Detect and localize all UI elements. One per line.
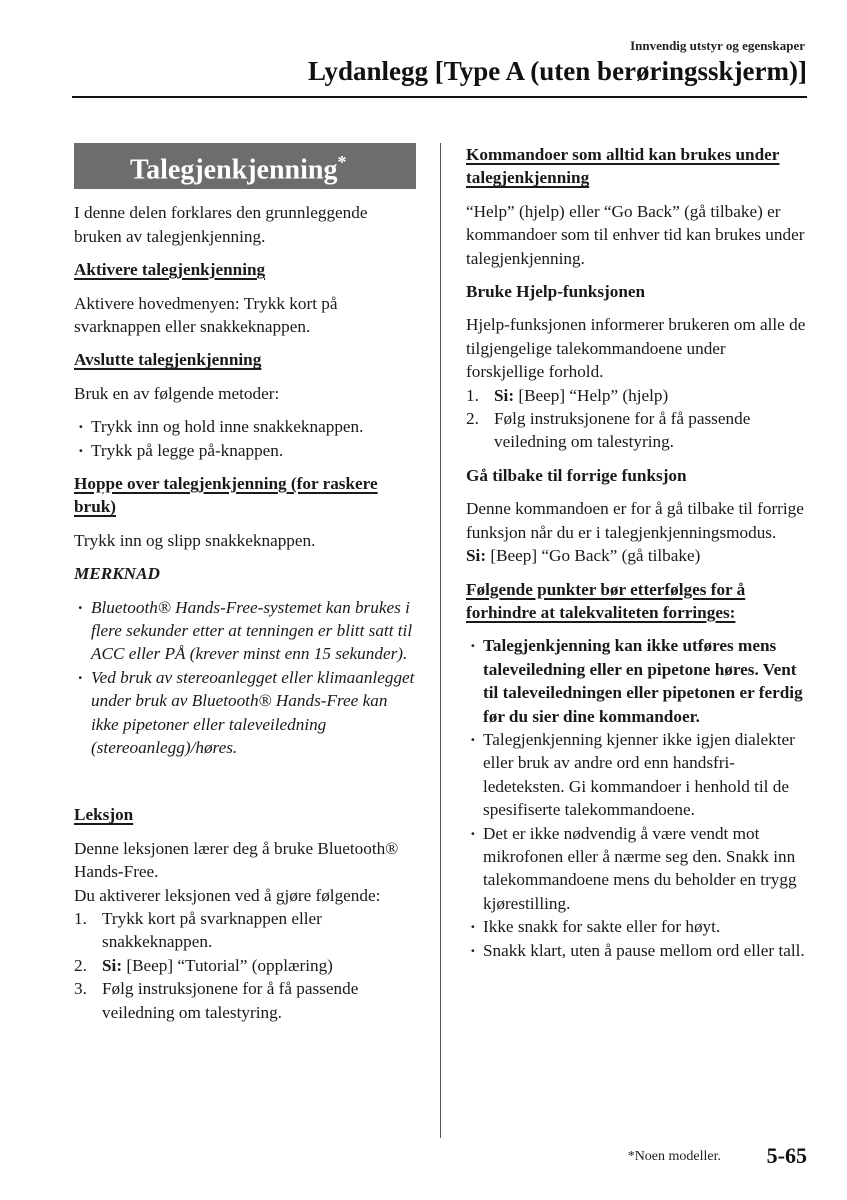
- activate-paragraph: Aktivere hovedmenyen: Trykk kort på svarknappen eller snakkeknappen.: [74, 293, 338, 336]
- lesson-paragraph-2: Du aktiverer leksjonen ved å gjøre følgende:: [74, 885, 381, 905]
- list-item: · Bluetooth® Hands-Free-systemet kan brukes i flere sekunder etter at tenningen er blitt satt til ACC eller PÅ (krever minst enn 15 sekunder).: [74, 596, 416, 666]
- step-number: 3.: [74, 979, 87, 999]
- end-paragraph: Bruk en av følgende metoder:: [74, 383, 280, 403]
- back-paragraph: Denne kommandoen er for å gå tilbake til forrige funksjon når du er i talegjenkjenningsmodus.: [466, 499, 804, 542]
- say-text: [Beep] “Go Back” (gå tilbake): [486, 546, 701, 566]
- back-heading: Gå tilbake til forrige funksjon: [466, 465, 687, 485]
- quality-heading: Følgende punkter bør etterfølges for å forhindre at talekvaliteten forringes:: [466, 579, 746, 622]
- step-prefix: Si:: [494, 385, 515, 405]
- list-item: [466, 384, 806, 407]
- help-steps: [466, 384, 806, 454]
- help-heading: Bruke Hjelp-funksjonen: [466, 282, 646, 302]
- help-paragraph: Hjelp-funksjonen informerer brukeren om alle de tilgjengelige talekommandoene under forskjellige forhold.: [466, 315, 806, 382]
- list-item: · Trykk på legge på-knappen.: [74, 439, 416, 462]
- step-text: Trykk kort på svarknappen eller snakkeknappen.: [102, 909, 322, 952]
- lesson-heading: Leksjon: [74, 805, 134, 825]
- section-title-footnote-mark: *: [337, 152, 347, 172]
- always-paragraph: “Help” (hjelp) eller “Go Back” (gå tilbake) er kommandoer som til enhver tid kan brukes under talegjenkjenning.: [466, 201, 805, 268]
- quality-list: [466, 634, 806, 962]
- end-methods-list: [74, 415, 416, 462]
- note-list: [74, 596, 416, 760]
- section-title-banner: [74, 143, 416, 189]
- list-item: [74, 954, 416, 977]
- list-item: · Talegjenkjenning kan ikke utføres mens taleveiledning eller en pipetone høres. Vent til taleveiledningen eller pipetonen er ferdig før du sier dine kommandoer.: [466, 634, 806, 728]
- lesson-steps: [74, 907, 416, 1024]
- list-item: [466, 407, 806, 454]
- column-divider: [440, 143, 441, 1138]
- step-prefix: Si:: [102, 955, 123, 975]
- say-prefix: Si:: [466, 546, 487, 566]
- always-heading: Kommandoer som alltid kan brukes under talegjenkjenning: [466, 145, 780, 188]
- step-number: 2.: [466, 409, 479, 429]
- skip-paragraph: Trykk inn og slipp snakkeknappen.: [74, 530, 316, 550]
- list-item: [74, 977, 416, 1024]
- list-item: · Talegjenkjenning kjenner ikke igjen dialekter eller bruk av andre ord enn handsfri-ledeteksten. Gi kommandoer i henhold til de spesifiserte talekommandoene.: [466, 728, 806, 822]
- end-heading: Avslutte talegjenkjenning: [74, 350, 262, 370]
- page-title: Lydanlegg [Type A (uten berøringsskjerm)]: [308, 56, 807, 86]
- list-item: · Ved bruk av stereoanlegget eller klimaanlegget under bruk av Bluetooth® Hands-Free kan ikke pipetoner eller taleveiledning (stereoanlegg)/høres.: [74, 666, 416, 760]
- step-text: [Beep] “Tutorial” (opplæring): [122, 955, 333, 975]
- step-text: Følg instruksjonene for å få passende veiledning om talestyring.: [494, 409, 751, 452]
- right-column: [466, 143, 806, 972]
- step-number: 1.: [74, 909, 87, 929]
- header-divider: [72, 96, 807, 98]
- intro-paragraph: I denne delen forklares den grunnleggende bruken av talegjenkjenning.: [74, 203, 368, 246]
- step-text: [Beep] “Help” (hjelp): [514, 385, 669, 405]
- note-heading: MERKNAD: [74, 564, 160, 584]
- list-item: [74, 907, 416, 954]
- list-item: · Trykk inn og hold inne snakkeknappen.: [74, 415, 416, 438]
- list-item: · Ikke snakk for sakte eller for høyt.: [466, 915, 806, 938]
- footnote: *Noen modeller.: [627, 1149, 721, 1164]
- step-number: 2.: [74, 955, 87, 975]
- activate-heading: Aktivere talegjenkjenning: [74, 260, 266, 280]
- back-say-line: [466, 544, 806, 567]
- step-number: 1.: [466, 385, 479, 405]
- lesson-paragraph-1: Denne leksjonen lærer deg å bruke Bluetooth® Hands-Free.: [74, 838, 399, 882]
- left-column: [74, 143, 416, 1034]
- list-item: · Det er ikke nødvendig å være vendt mot mikrofonen eller å nærme seg den. Snakk inn talekommandoene mens du beholder en trygg kjørestilling.: [466, 822, 806, 916]
- chapter-subtitle: Innvendig utstyr og egenskaper: [630, 38, 805, 53]
- step-text: Følg instruksjonene for å få passende veiledning om talestyring.: [102, 979, 359, 1022]
- list-item: · Snakk klart, uten å pause mellom ord eller tall.: [466, 939, 806, 962]
- section-title-text: Talegjenkjenning: [130, 154, 338, 186]
- skip-heading: Hoppe over talegjenkjenning (for raskere bruk): [74, 473, 378, 517]
- page-number: 5-65: [766, 1143, 807, 1168]
